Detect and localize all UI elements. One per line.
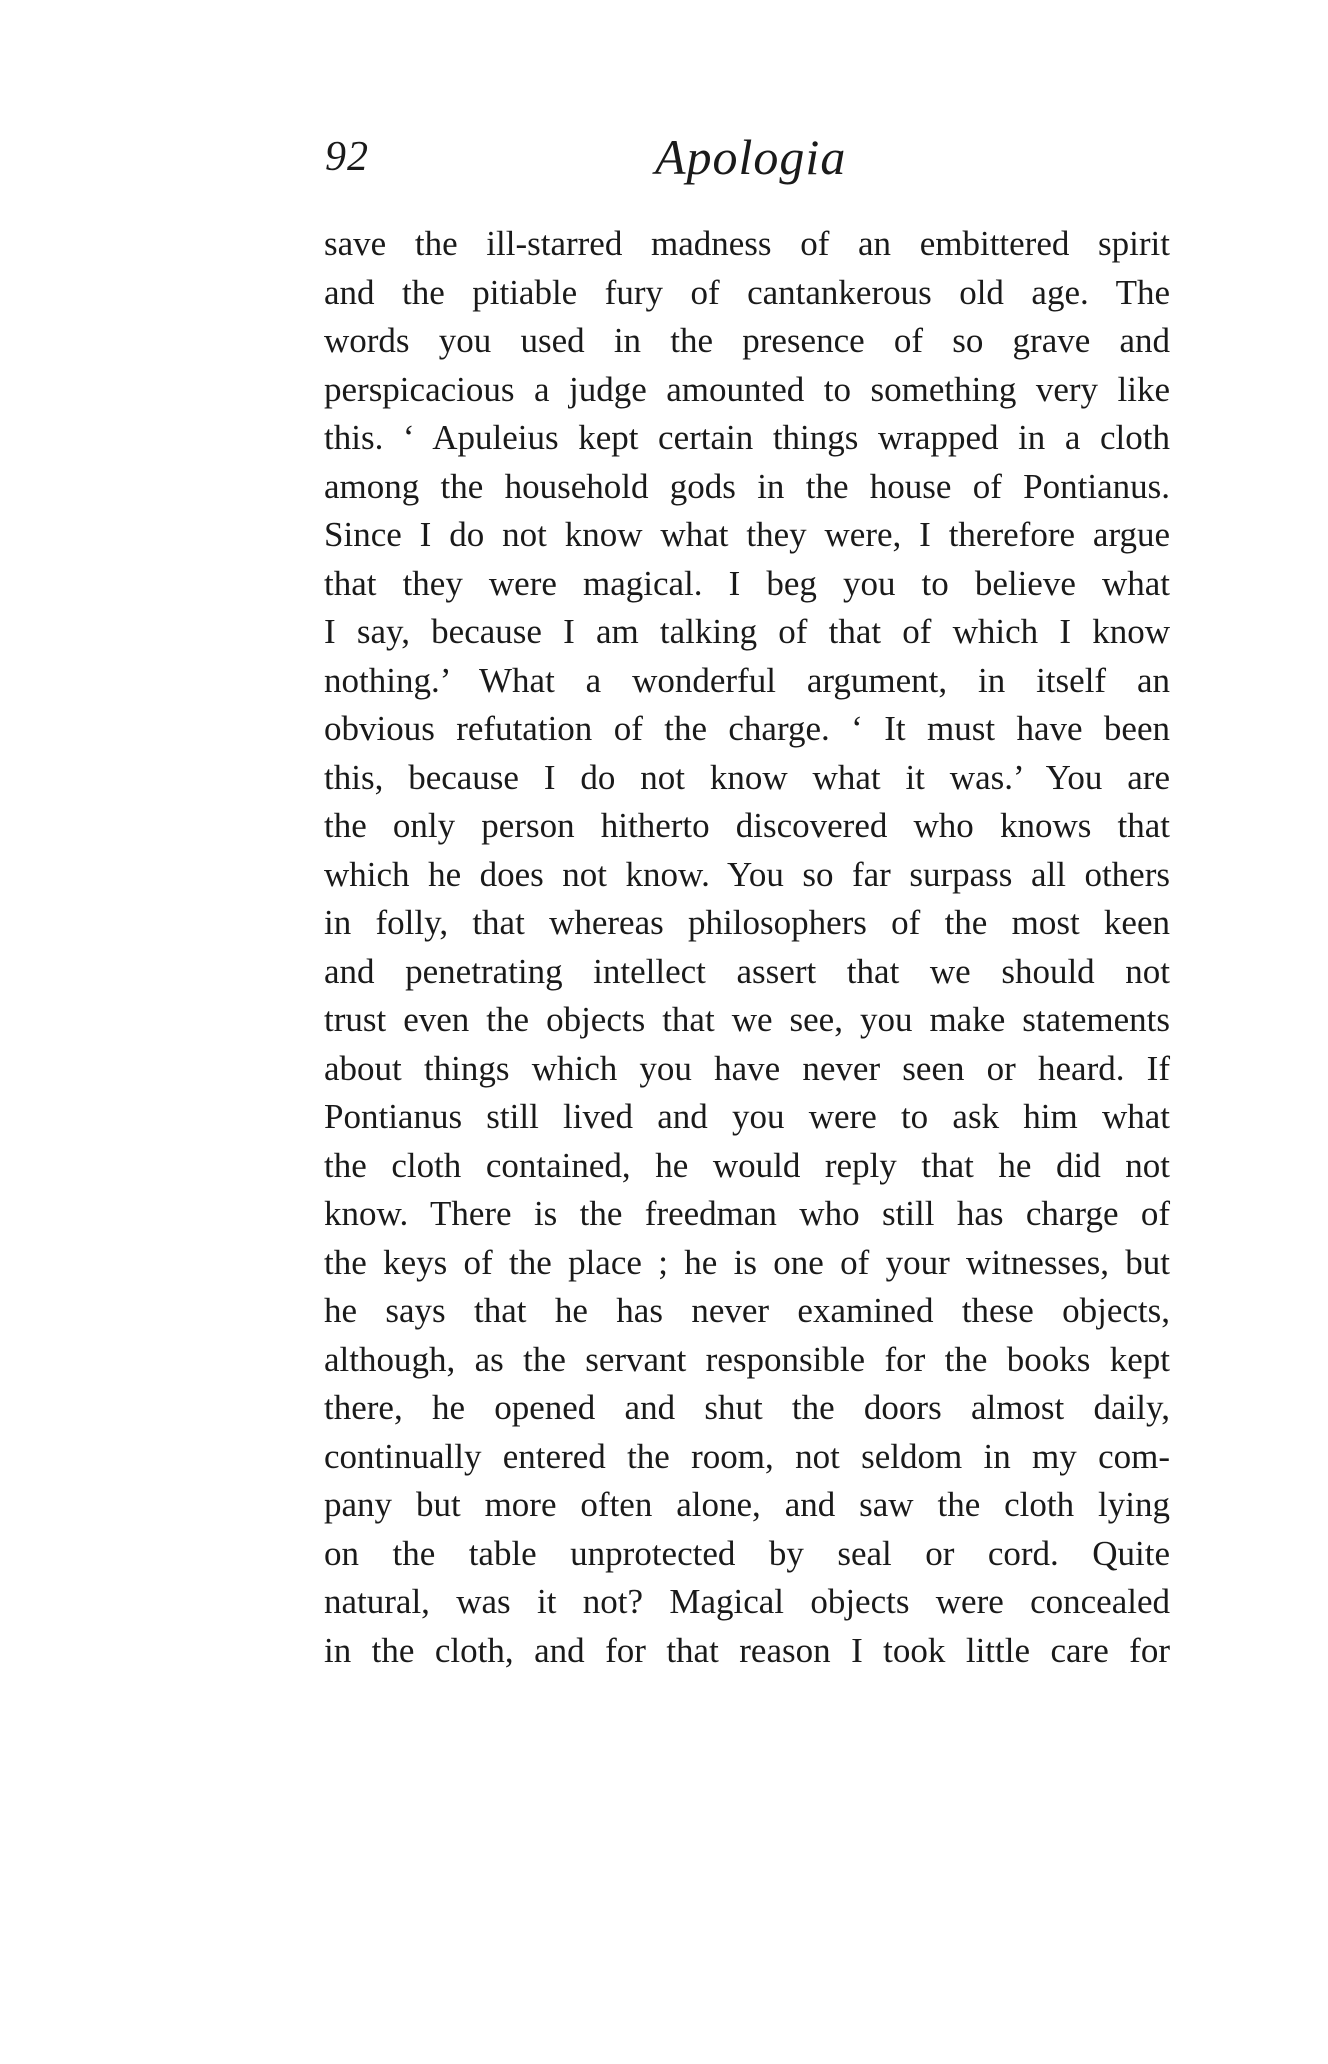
text-line: he says that he has never examined these objects, xyxy=(324,1291,1170,1330)
text-line: although, as the servant responsible for the books kept xyxy=(324,1339,1170,1379)
running-title: Apologia xyxy=(655,129,847,185)
text-line: in the cloth, and for that reason I took little care for xyxy=(324,1630,1170,1670)
text-line: trust even the objects that we see, you make statements xyxy=(324,1000,1170,1039)
text-line: and the pitiable fury of cantankerous old age. The xyxy=(324,272,1170,312)
text-line: this. ‘ Apuleius kept certain things wrapped in a cloth xyxy=(324,418,1170,457)
text-line: nothing.’ What a wonderful argument, in itself an xyxy=(324,660,1170,700)
text-line: the keys of the place ; he is one of your witnesses, but xyxy=(324,1242,1170,1282)
text-line: continually entered the room, not seldom in my com- xyxy=(324,1436,1170,1476)
text-line: save the ill-starred madness of an embittered spirit xyxy=(324,224,1170,263)
text-line: which he does not know. You so far surpass all others xyxy=(324,854,1170,894)
text-line: the only person hitherto discovered who knows that xyxy=(324,806,1170,845)
text-line: the cloth contained, he would reply that he did not xyxy=(324,1145,1170,1185)
text-line: words you used in the presence of so grave and xyxy=(324,321,1170,360)
text-line: this, because I do not know what it was.’ You are xyxy=(324,757,1170,797)
text-line: and penetrating intellect assert that we should not xyxy=(324,951,1170,991)
text-line: about things which you have never seen or heard. If xyxy=(324,1048,1170,1088)
text-line: pany but more often alone, and saw the cloth lying xyxy=(324,1485,1170,1524)
text-line: in folly, that whereas philosophers of the most keen xyxy=(324,903,1170,942)
text-line: Pontianus still lived and you were to ask him what xyxy=(324,1097,1170,1136)
text-line: there, he opened and shut the doors almost daily, xyxy=(324,1388,1170,1427)
text-line: I say, because I am talking of that of which I know xyxy=(324,612,1170,651)
text-line: among the household gods in the house of Pontianus. xyxy=(324,466,1170,506)
body-text xyxy=(324,220,1170,1675)
text-line: natural, was it not? Magical objects were concealed xyxy=(324,1582,1170,1621)
text-line: obvious refutation of the charge. ‘ It must have been xyxy=(324,709,1170,748)
text-line: Since I do not know what they were, I therefore argue xyxy=(324,515,1170,554)
text-line: that they were magical. I beg you to believe what xyxy=(324,563,1170,603)
text-line: know. There is the freedman who still has charge of xyxy=(324,1194,1170,1233)
page-number: 92 xyxy=(325,134,369,180)
text-line: on the table unprotected by seal or cord. Quite xyxy=(324,1533,1170,1573)
text-line: perspicacious a judge amounted to something very like xyxy=(324,369,1170,409)
